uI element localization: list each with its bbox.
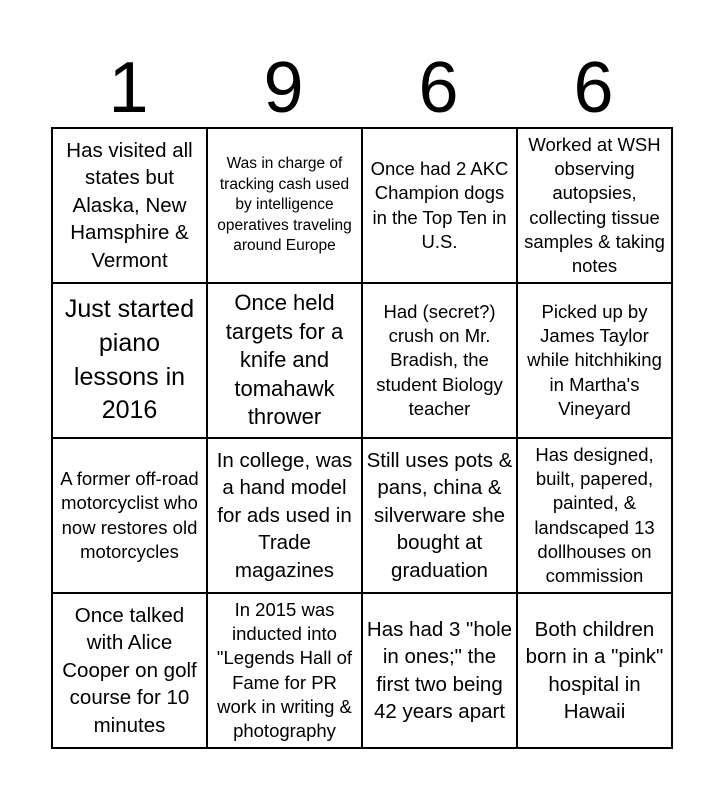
bingo-cell-text: Was in charge of tracking cash used by intelligence operatives traveling around Europe <box>217 154 352 255</box>
bingo-cell-r1c4[interactable] <box>517 128 672 283</box>
bingo-cell-r1c1[interactable] <box>52 128 207 283</box>
bingo-cell-text: Has designed, built, papered, painted, & landscaped 13 dollhouses on commission <box>534 444 655 586</box>
bingo-cell-text: In college, was a hand model for ads used in Trade magazines <box>216 448 353 582</box>
bingo-cell-r1c2[interactable] <box>207 128 362 283</box>
bingo-cell-r3c4[interactable] <box>517 438 672 593</box>
bingo-cell-r4c3[interactable] <box>362 593 517 748</box>
bingo-cell-r2c4[interactable] <box>517 283 672 438</box>
header-letter-2: 9 <box>263 48 304 128</box>
bingo-cell-text: Once held targets for a knife and tomahawk thrower <box>225 290 344 430</box>
bingo-cell-text: Just started piano lessons in 2016 <box>64 295 195 425</box>
bingo-cell-r3c1[interactable] <box>52 438 207 593</box>
bingo-cell-text: Has had 3 "hole in ones;" the first two being 42 years apart <box>366 617 513 723</box>
bingo-cell-r2c3[interactable] <box>362 283 517 438</box>
bingo-cell-text: Once talked with Alice Cooper on golf course for 10 minutes <box>62 603 197 737</box>
bingo-cell-text: Worked at WSH observing autopsies, collecting tissue samples & taking notes <box>524 134 665 276</box>
bingo-cell-r4c2[interactable] <box>207 593 362 748</box>
bingo-cell-text: Still uses pots & pans, china & silverware she bought at graduation <box>366 448 513 582</box>
bingo-row <box>52 593 672 748</box>
header-letter-3: 6 <box>418 48 459 128</box>
bingo-cell-r2c1[interactable] <box>52 283 207 438</box>
bingo-cell-r1c3[interactable] <box>362 128 517 283</box>
bingo-cell-text: Had (secret?) crush on Mr. Bradish, the student Biology teacher <box>376 301 503 419</box>
bingo-cell-text: A former off-road motorcyclist who now restores old motorcycles <box>60 468 199 562</box>
bingo-row <box>52 283 672 438</box>
bingo-cell-text: Has visited all states but Alaska, New Hamsphire & Vermont <box>66 138 193 272</box>
bingo-cell-r4c4[interactable] <box>517 593 672 748</box>
bingo-cell-r3c3[interactable] <box>362 438 517 593</box>
header-letter-4: 6 <box>573 48 614 128</box>
bingo-cell-text: In 2015 was inducted into "Legends Hall of Fame for PR work in writing & photography <box>216 599 353 741</box>
header-letter-1: 1 <box>108 48 149 128</box>
bingo-cell-text: Both children born in a "pink" hospital in Hawaii <box>525 617 664 723</box>
bingo-header <box>51 48 671 128</box>
bingo-cell-r4c1[interactable] <box>52 593 207 748</box>
bingo-cell-r3c2[interactable] <box>207 438 362 593</box>
bingo-cell-r2c2[interactable] <box>207 283 362 438</box>
bingo-row <box>52 438 672 593</box>
bingo-cell-text: Picked up by James Taylor while hitchhiking in Martha's Vineyard <box>527 301 662 419</box>
bingo-row <box>52 128 672 283</box>
bingo-cell-text: Once had 2 AKC Champion dogs in the Top Ten in U.S. <box>370 158 509 252</box>
bingo-grid <box>51 127 673 749</box>
